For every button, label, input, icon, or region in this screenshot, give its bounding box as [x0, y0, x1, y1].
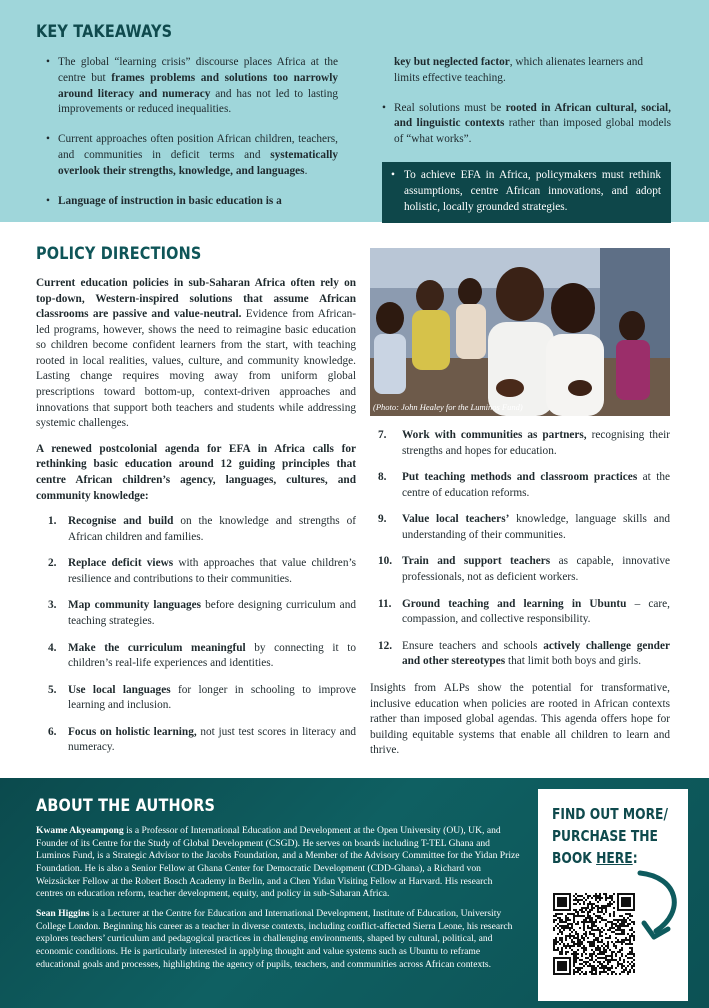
list-item: 9. Value local teachers’ knowledge, language skills and understanding of their communities.: [378, 513, 670, 541]
principles-list-right: [370, 428, 670, 670]
author-bio: Kwame Akyeampong is a Professor of International Education and Development at the Open University (OU), UK, and Founder of its Centre for the Study of Global Development (CSGD). He serves on boards including T-TEL Ghana and Luminos Fund, is a Strategic Advisor to the Jacobs Foundation, and a Member of the Advisory Committee for the Yidan Prize Foundation. He is also a Senior Fellow at Ghana Center for Democratic Development (CDD-Ghana), a Richard von Weizsäcker Fellow at the Robert Bosch Academy in Berlin, and a Chen Yidan Visiting Fellow at Harvard. His research centres on education reform, teacher development, equity, and policy in sub-Saharan Africa.: [36, 825, 520, 900]
list-item: 4. Make the curriculum meaningful by connecting it to children’s real-life experiences and identities.: [48, 641, 356, 670]
list-item: 2. Replace deficit views with approaches that value children’s resilience and contributions to their communities.: [48, 557, 357, 585]
author-bio: Sean Higgins is a Lecturer at the Centre for Education and International Development, Institute of Education, University College London. Beginning his career as a teacher in diverse contexts, including conflict-affected Sierra Leone, his research explores teachers’ curriculum and pedagogical practices in challenging environments, shaped by cultural, political, and economic conditions. He is particularly interested in applying thought and value systems such as Ubuntu to reframe educational goals and processes, highlighting the agency of pupils, teachers, and communities across African contexts.: [36, 907, 513, 970]
policy-directions-section: [0, 222, 709, 778]
takeaway-item-continued: key but neglected factor, which alienates learners and limits effective teaching.: [394, 56, 644, 84]
key-takeaways-section: [0, 0, 709, 222]
classroom-photo-illustration: [370, 248, 670, 416]
classroom-photo: [370, 248, 670, 416]
policy-lead-paragraph: Current education policies in sub-Saharan Africa often rely on top-down, Western-inspired solutions that assume African classrooms are passive and value-neutral. Evidence from African-led programs, however, shows the need to reimagine basic education so children become confident learners from the start, with teaching rooted in local realities, values, culture, and community knowledge. Lasting change requires moving away from uniform global prescriptions toward bottom-up, context-driven approaches and innovations that support both teachers and students while addressing systemic challenges.: [36, 277, 356, 430]
principles-list-left: [36, 514, 356, 756]
list-item: 6. Focus on holistic learning, not just test scores in literacy and numeracy.: [48, 725, 356, 754]
takeaway-item: • The global “learning crisis” discourse places Africa at the centre but frames problems and solutions too narrowly around literacy and numeracy and has not led to lasting improvements or reduced inequalities.: [46, 55, 338, 118]
purchase-book-title: FIND OUT MORE/ PURCHASE THE BOOK HERE:: [552, 805, 668, 868]
list-item: 5. Use local languages for longer in schooling to improve learning and inclusion.: [48, 683, 356, 712]
key-takeaways-left-column: [46, 55, 338, 210]
policy-left-column: [36, 276, 356, 767]
book-here-link[interactable]: HERE: [596, 849, 633, 868]
list-item: 11. Ground teaching and learning in Ubuntu – care, compassion, and collective responsibility.: [378, 597, 670, 626]
list-item: 3. Map community languages before designing curriculum and teaching strategies.: [48, 599, 356, 627]
qr-code-icon[interactable]: [553, 893, 635, 975]
policy-agenda-paragraph: A renewed postcolonial agenda for EFA in Africa calls for rethinking basic education around 12 guiding principles that centre African children’s agency, languages, cultures, and community knowledge:: [36, 442, 356, 502]
about-authors-heading: ABOUT THE AUTHORS: [36, 796, 216, 816]
policy-right-column: [370, 428, 670, 759]
takeaway-item: • Real solutions must be rooted in African cultural, social, and linguistic contexts rather than imposed global models of “what works”.: [382, 101, 671, 148]
photo-caption: (Photo: John Healey for the Luminos Fund): [373, 402, 523, 412]
list-item: 8. Put teaching methods and classroom practices at the centre of education reforms.: [378, 471, 670, 499]
policy-directions-heading: POLICY DIRECTIONS: [36, 244, 202, 264]
list-item: 12. Ensure teachers and schools actively challenge gender and other stereotypes that limit both boys and girls.: [378, 639, 670, 668]
takeaway-item: • Current approaches often position African children, teachers, and communities in deficit terms and systematically overlook their strengths, knowledge, and languages.: [46, 132, 338, 179]
curved-arrow-icon: [634, 867, 686, 947]
takeaway-highlight-box: • To achieve EFA in Africa, policymakers must rethink assumptions, centre African innovations, and adopt holistic, locally grounded strategies.: [382, 162, 671, 222]
policy-closing-paragraph: Insights from ALPs show the potential for transformative, inclusive education when policies are rooted in African contexts rather than imposed global agendas. This agenda offers hope for building equitable systems that enable all children to learn and thrive.: [370, 681, 670, 757]
list-item: 1. Recognise and build on the knowledge and strengths of African children and families.: [48, 515, 356, 543]
key-takeaways-heading: KEY TAKEAWAYS: [36, 22, 173, 42]
takeaway-item: • Language of instruction in basic education is a: [46, 194, 338, 210]
authors-bios: [36, 825, 520, 978]
list-item: 7. Work with communities as partners, recognising their strengths and hopes for education.: [378, 429, 670, 457]
list-item: 10. Train and support teachers as capable, innovative professionals, not as deficient workers.: [378, 555, 670, 584]
purchase-book-box: [538, 789, 688, 1001]
key-takeaways-right-column: [382, 55, 671, 223]
